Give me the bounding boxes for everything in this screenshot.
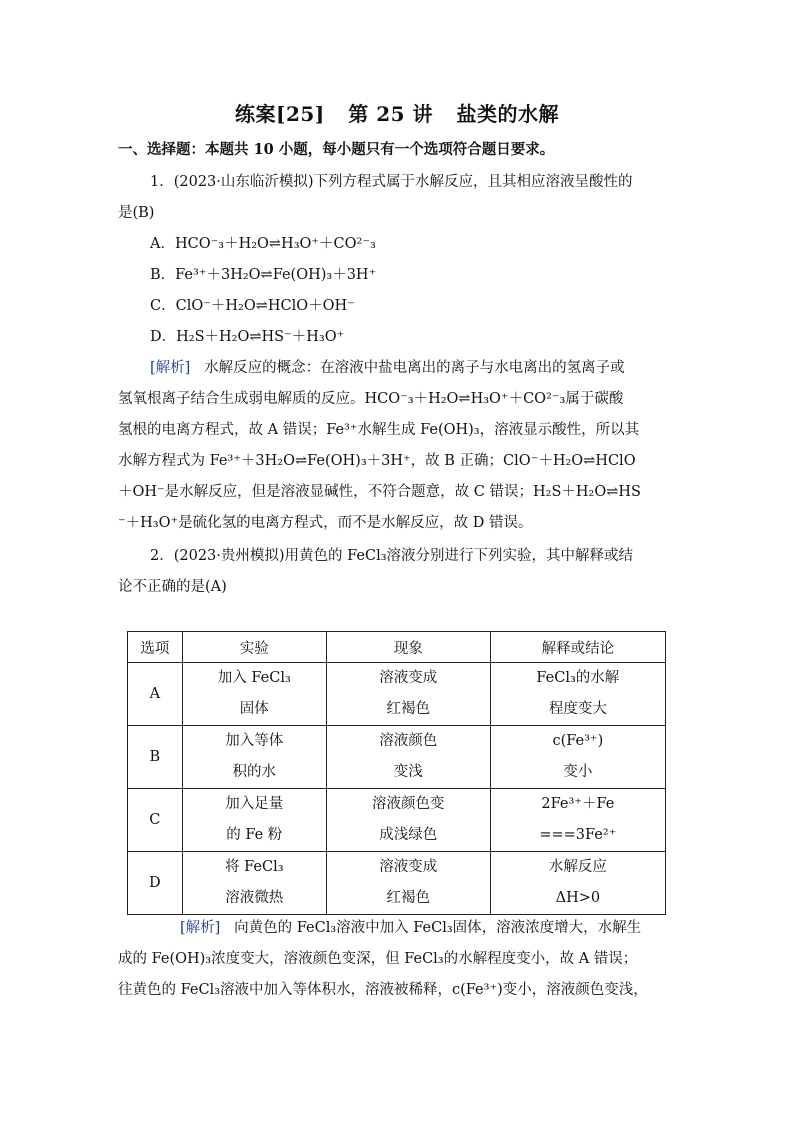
cell-text: 溶液颜色变 xyxy=(372,796,445,812)
cell-text: 溶液颜色 xyxy=(379,733,438,749)
row-option: A xyxy=(128,663,183,726)
cell-text: 红褐色 xyxy=(386,701,431,717)
cell-text: 成浅绿色 xyxy=(379,827,438,843)
cell-text: 水解反应 xyxy=(548,859,607,875)
row-experiment xyxy=(182,789,326,852)
row-option: C xyxy=(128,789,183,852)
analysis-tag: [解析] xyxy=(150,360,191,376)
cell-text: 加入等体 xyxy=(225,733,284,749)
cell-text: 溶液微热 xyxy=(225,890,284,906)
q2-stem-line1: 2．(2023·贵州模拟)用黄色的 FeCl₃溶液分别进行下列实验，其中解释或结 xyxy=(150,548,634,564)
analysis-tag: [解析] xyxy=(180,920,221,936)
q1-stem-line2: 是(B) xyxy=(118,205,155,221)
cell-text: 程度变大 xyxy=(548,701,607,717)
header-phenomenon: 现象 xyxy=(326,632,490,663)
cell-text: 2Fe³⁺＋Fe xyxy=(541,796,615,812)
q1-analysis-line5: ＋OH⁻是水解反应，但是溶液显碱性，不符合题意，故 C 错误；H₂S＋H₂O⇌HS xyxy=(118,484,641,500)
title-topic: 盐类的水解 xyxy=(456,102,559,126)
title-lesson: 第 25 讲 xyxy=(348,102,434,126)
table-row xyxy=(128,726,666,789)
section-heading: 一、选择题：本题共 10 小题，每小题只有一个选项符合题日要求。 xyxy=(118,141,555,158)
q2-analysis-line3: 往黄色的 FeCl₃溶液中加入等体积水，溶液被稀释，c(Fe³⁺)变小，溶液颜色变浅， xyxy=(118,982,648,998)
row-option: D xyxy=(128,852,183,915)
cell-text: c(Fe³⁺) xyxy=(552,733,604,749)
cell-text: ΔH>0 xyxy=(555,890,601,906)
row-experiment xyxy=(182,663,326,726)
table-row xyxy=(128,852,666,915)
table-row xyxy=(128,789,666,852)
page-title xyxy=(0,98,794,127)
row-conclusion xyxy=(490,852,665,915)
cell-text: 将 FeCl₃ xyxy=(225,859,284,875)
q1-analysis-line3: 氢根的电离方程式，故 A 错误；Fe³⁺水解生成 Fe(OH)₃，溶液显示酸性，所以其 xyxy=(118,422,640,438)
q2-analysis-line2: 成的 Fe(OH)₃浓度变大，溶液颜色变深，但 FeCl₃的水解程度变小，故 A 错误； xyxy=(118,951,638,967)
header-experiment: 实验 xyxy=(182,632,326,663)
cell-text: 溶液变成 xyxy=(379,859,438,875)
q1-analysis-line1 xyxy=(150,358,710,378)
q1-option-d: D．H₂S＋H₂O⇌HS⁻＋H₃O⁺ xyxy=(150,329,345,345)
cell-text: 加入 FeCl₃ xyxy=(217,670,291,686)
q1-analysis-line4: 水解方程式为 Fe³⁺＋3H₂O⇌Fe(OH)₃＋3H⁺，故 B 正确；ClO⁻＋H₂O⇌HClO xyxy=(118,453,636,469)
q1-option-c: C．ClO⁻＋H₂O⇌HClO＋OH⁻ xyxy=(150,298,355,314)
title-label: 练案[25] xyxy=(235,102,325,126)
q1-option-a: A．HCO⁻₃＋H₂O⇌H₃O⁺＋CO²⁻₃ xyxy=(150,236,376,252)
q1-analysis-line2: 氢氧根离子结合生成弱电解质的反应。HCO⁻₃＋H₂O⇌H₃O⁺＋CO²⁻₃属于碳酸 xyxy=(118,391,624,407)
cell-text: 变小 xyxy=(563,764,593,780)
row-experiment xyxy=(182,726,326,789)
row-phenomenon xyxy=(326,663,490,726)
row-phenomenon xyxy=(326,726,490,789)
row-experiment xyxy=(182,852,326,915)
cell-text: ===3Fe²⁺ xyxy=(539,827,617,843)
cell-text: 加入足量 xyxy=(225,796,284,812)
q1-stem-line1: 1．(2023·山东临沂模拟)下列方程式属于水解反应，且其相应溶液呈酸性的 xyxy=(150,174,633,190)
row-conclusion xyxy=(490,663,665,726)
q2-analysis-line1 xyxy=(180,918,740,938)
header-option: 选项 xyxy=(128,632,183,663)
q1-analysis-line6: ⁻＋H₃O⁺是硫化氢的电离方程式，而不是水解反应，故 D 错误。 xyxy=(118,515,533,531)
q1-option-b: B．Fe³⁺＋3H₂O⇌Fe(OH)₃＋3H⁺ xyxy=(150,267,377,283)
row-option: B xyxy=(128,726,183,789)
cell-text: 固体 xyxy=(239,701,269,717)
row-phenomenon xyxy=(326,852,490,915)
cell-text: 红褐色 xyxy=(386,890,431,906)
cell-text: 的 Fe 粉 xyxy=(226,827,283,843)
row-phenomenon xyxy=(326,789,490,852)
q2-stem-line2: 论不正确的是(A) xyxy=(118,579,227,595)
table-row xyxy=(128,663,666,726)
row-conclusion xyxy=(490,789,665,852)
row-conclusion xyxy=(490,726,665,789)
cell-text: 溶液变成 xyxy=(379,670,438,686)
table-header-row xyxy=(128,632,666,663)
cell-text: FeCl₃的水解 xyxy=(536,670,620,686)
experiment-table xyxy=(127,631,666,915)
header-conclusion: 解释或结论 xyxy=(490,632,665,663)
q2-analysis-text: 向黄色的 FeCl₃溶液中加入 FeCl₃固体，溶液浓度增大，水解生 xyxy=(234,920,642,936)
cell-text: 变浅 xyxy=(393,764,423,780)
cell-text: 积的水 xyxy=(232,764,277,780)
q1-analysis-text: 水解反应的概念：在溶液中盐电离出的离子与水电离出的氢离子或 xyxy=(204,360,625,376)
